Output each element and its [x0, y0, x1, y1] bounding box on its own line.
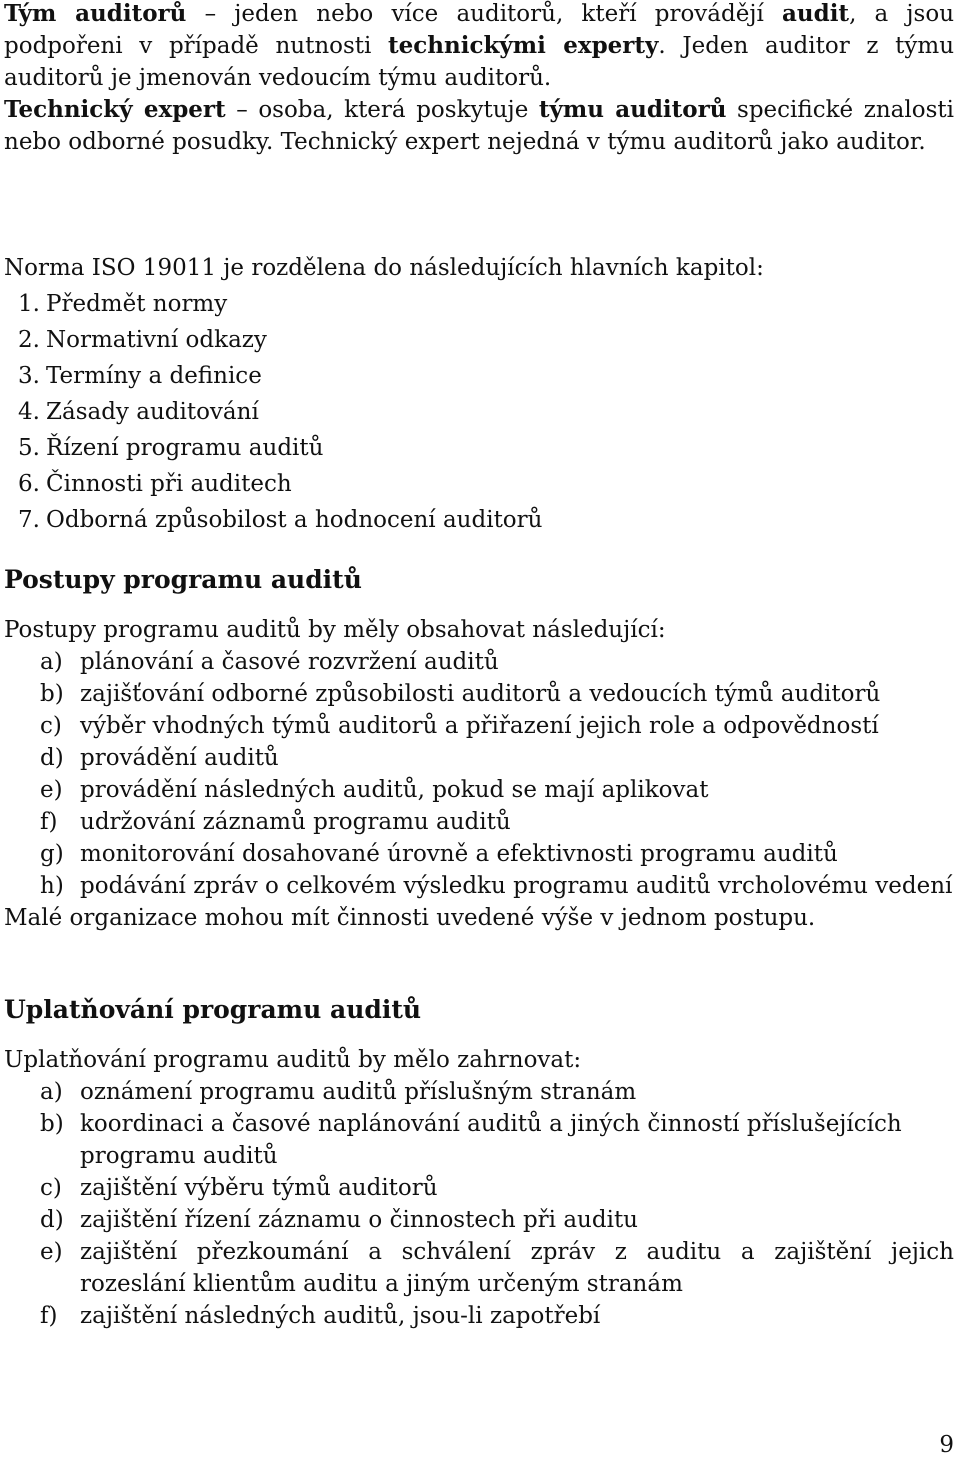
list-item-letter: b) [40, 1111, 64, 1137]
definition-team [4, 0, 954, 94]
list-item [4, 806, 954, 838]
definitions-section [4, 0, 954, 158]
definition-team-experts: technickými experty [388, 32, 659, 59]
list-item-text: provádění následných auditů, pokud se mají aplikovat [80, 777, 709, 803]
procedures-heading: Postupy programu auditů [4, 565, 362, 594]
chapter-number: 5. [18, 435, 40, 461]
list-item [4, 838, 954, 870]
list-item [4, 678, 954, 710]
procedures-list [4, 646, 954, 902]
chapter-number: 6. [18, 471, 40, 497]
chapter-item [4, 286, 954, 322]
list-item-text: zajištění následných auditů, jsou-li zapotřebí [80, 1303, 601, 1329]
chapter-list [4, 286, 954, 538]
list-item-text: koordinaci a časové naplánování auditů a jiných činností příslušejících programu auditů [80, 1111, 902, 1169]
list-item [4, 646, 954, 678]
list-item-text: provádění auditů [80, 745, 279, 771]
application-heading: Uplatňování programu auditů [4, 995, 422, 1024]
list-item-letter: h) [40, 873, 64, 899]
list-item-text: zajištění přezkoumání a schválení zpráv z auditu a zajištění jejich rozeslání klientům auditu a jiným určeným stranám [80, 1239, 954, 1297]
list-item-letter: d) [40, 1207, 64, 1233]
application-list [4, 1076, 954, 1332]
definition-team-audit: audit [781, 0, 850, 27]
list-item-text: monitorování dosahované úrovně a efektivnosti programu auditů [80, 841, 838, 867]
list-item-letter: a) [40, 649, 63, 675]
term-expert: Technický expert [4, 96, 226, 123]
chapter-number: 4. [18, 399, 40, 425]
chapter-number: 7. [18, 507, 40, 533]
chapter-number: 3. [18, 363, 40, 389]
list-item-text: oznámení programu auditů příslušným stranám [80, 1079, 637, 1105]
list-item-text: plánování a časové rozvržení auditů [80, 649, 499, 675]
definition-team-text-2: , a jsou podpořeni v případě nutnosti [4, 1, 955, 59]
list-item-letter: f) [40, 809, 58, 835]
definition-expert-text-1: – osoba, která poskytuje [225, 97, 539, 123]
chapter-title: Odborná způsobilost a hodnocení auditorů [46, 507, 543, 533]
definition-team-text-3: . Jeden auditor z týmu auditorů je jmenován vedoucím týmu auditorů. [4, 33, 955, 91]
list-item-text: zajištění výběru týmů auditorů [80, 1175, 438, 1201]
definition-team-text-1: – jeden nebo více auditorů, kteří provádějí [186, 1, 782, 27]
definition-expert-team: týmu auditorů [538, 96, 727, 123]
chapter-item [4, 358, 954, 394]
list-item-letter: e) [40, 1239, 63, 1265]
list-item [4, 870, 954, 902]
application-intro: Uplatňování programu auditů by mělo zahrnovat: [4, 1047, 582, 1073]
chapter-item [4, 394, 954, 430]
chapter-item [4, 502, 954, 538]
list-item-letter: b) [40, 681, 64, 707]
chapter-title: Normativní odkazy [46, 327, 267, 353]
chapter-number: 2. [18, 327, 40, 353]
list-item [4, 1300, 954, 1332]
list-item-text: podávání zpráv o celkovém výsledku programu auditů vrcholovému vedení [80, 873, 953, 899]
chapter-number: 1. [18, 291, 40, 317]
norm-section [4, 250, 954, 538]
definition-expert [4, 94, 954, 158]
page-number: 9 [939, 1432, 954, 1458]
list-item [4, 742, 954, 774]
list-item [4, 774, 954, 806]
term-team: Tým auditorů [4, 0, 187, 27]
list-item [4, 1076, 954, 1108]
list-item-text: zajišťování odborné způsobilosti auditorů a vedoucích týmů auditorů [80, 681, 881, 707]
procedures-intro: Postupy programu auditů by měly obsahovat následující: [4, 617, 666, 643]
list-item-text: zajištění řízení záznamu o činnostech při auditu [80, 1207, 638, 1233]
list-item [4, 1236, 954, 1300]
list-item [4, 710, 954, 742]
chapter-title: Řízení programu auditů [46, 435, 324, 461]
list-item-letter: a) [40, 1079, 63, 1105]
chapter-title: Zásady auditování [46, 399, 259, 425]
list-item [4, 1172, 954, 1204]
list-item [4, 1108, 954, 1172]
list-item-letter: d) [40, 745, 64, 771]
list-item-letter: g) [40, 841, 64, 867]
list-item-letter: c) [40, 1175, 62, 1201]
list-item-letter: f) [40, 1303, 58, 1329]
chapter-title: Předmět normy [46, 291, 228, 317]
definition-expert-text-2: specifické znalosti nebo odborné posudky. Technický expert nejedná v týmu auditorů jako auditor. [4, 97, 954, 155]
procedures-section [4, 564, 954, 934]
list-item-text: výběr vhodných týmů auditorů a přiřazení jejich role a odpovědností [80, 713, 879, 739]
norm-intro: Norma ISO 19011 je rozdělena do následujících hlavních kapitol: [4, 255, 764, 281]
list-item-text: udržování záznamů programu auditů [80, 809, 511, 835]
chapter-title: Činnosti při auditech [46, 471, 292, 497]
list-item-letter: c) [40, 713, 62, 739]
list-item-letter: e) [40, 777, 63, 803]
chapter-item [4, 466, 954, 502]
procedures-note: Malé organizace mohou mít činnosti uvedené výše v jednom postupu. [4, 905, 816, 931]
application-section [4, 994, 954, 1332]
chapter-item [4, 322, 954, 358]
chapter-title: Termíny a definice [46, 363, 262, 389]
list-item [4, 1204, 954, 1236]
chapter-item [4, 430, 954, 466]
